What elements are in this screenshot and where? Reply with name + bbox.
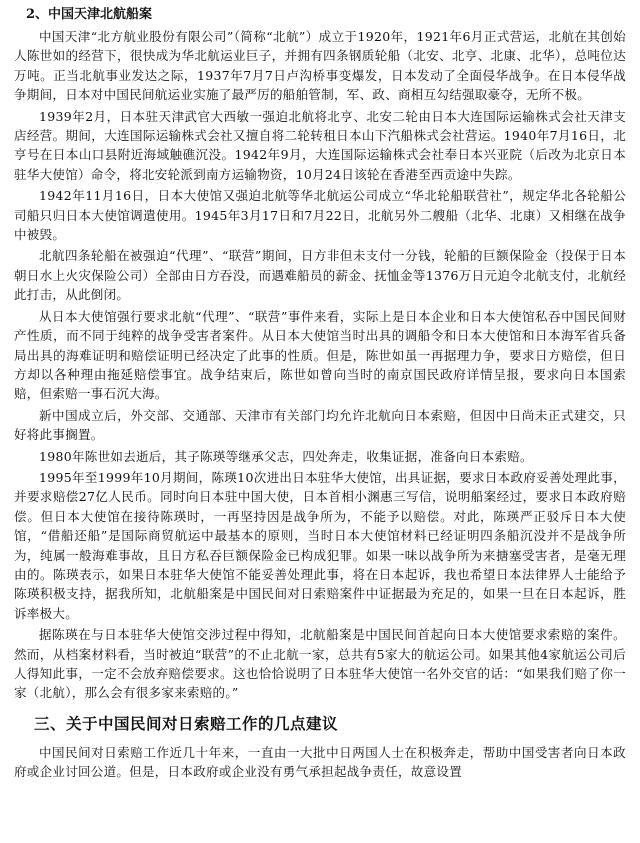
- section-heading-text: 三、关于中国民间对日索赔工作的几点建议: [34, 714, 339, 733]
- subsection-heading: 2、中国天津北航船案: [26, 7, 153, 22]
- section-heading: [34, 713, 626, 735]
- paragraph-1995-1999-claims: 1995年至1999年10月期间，陈瑛10次进出日本驻华大使馆，出具证据，要求日本政府妥善处理此事，并要求赔偿27亿人民币。同时向日本驻中国大使，日本首相小渊惠三写信，说明船案经过，要求日本政府赔偿。但日本大使馆在接待陈瑛时，一再坚持因是战争所为，不能予以赔偿。对此，陈瑛严正驳斥日本大使馆，“借船还船”是国际商贸航运中最基本的原则，当时日本大使馆材料已经证明四条船沉没并不是战争所为，纯属一般海难事故，且日方私吞巨额保险金已构成犯罪。如果一味以战争所为来搪塞受害者，是毫无理由的。陈瑛表示，如果日本驻华大使馆不能妥善处理此事，将在日本起诉，我也希望日本法律界人士能给予陈瑛积极支持，据我所知，北航船案是中国民间对日索赔案件中证据最为充足的，如果一旦在日本起诉，胜诉率极大。: [14, 469, 626, 621]
- paragraph-closing: 中国民间对日索赔工作近几十年来，一直由一大批中日两国人士在积极奔走，帮助中国受害者向日本政府或企业讨回公道。但是，日本政府或企业没有勇气承担起战争责任，故意设置: [14, 744, 626, 780]
- paragraph-prc-founding: 新中国成立后，外交部、交通部、天津市有关部门均允许北航向日本索赔，但因中日尚未正式建交，只好将此事搁置。: [14, 407, 626, 443]
- paragraph-1942-joint-operation: 1942年11月16日，日本大使馆又强迫北航等华北航运公司成立“华北轮船联营社”，规定华北各轮船公司船只归日本大使馆调遣使用。1945年3月17日和7月22日，北航另外二艘船（北华、北康）又相继在战争中被毁。: [14, 188, 626, 243]
- paragraph-founding: 中国天津“北方航业股份有限公司”（简称“北航”）成立于1920年，1921年6月正式营运，北航在其创始人陈世如的经营下，很快成为华北航运业巨子，并拥有四条钢质轮船（北安、北亨、北康、北华），总吨位达万吨。正当北航事业发达之际，1937年7月7日卢沟桥事变爆发，日本发动了全面侵华战争。在日本侵华战争期间，日本对中国民间航运业实施了最严厉的船舶管制，军、政、商相互勾结强取豪夺，无所不极。: [14, 29, 626, 103]
- paragraph-case-nature: 从日本大使馆强行要求北航“代理”、“联营”事件来看，实际上是日本企业和日本大使馆私吞中国民间财产性质，而不同于纯粹的战争受害者案件。从日本大使馆当时出具的调船令和日本大使馆和日本海军省兵备局出具的海难证明和赔偿证明已经决定了此事的性质。但是，陈世如虽一再据理力争，要求日方赔偿，但日方却以各种理由拖延赔偿事宜。战争结束后，陈世如曾向当时的南京国民政府详情呈报，要求向日本国索赔，但索赔一事石沉大海。: [14, 308, 626, 402]
- paragraph-1939-seizure: 1939年2月，日本驻天津武官大西敏一强迫北航将北亨、北安二轮由日本大连国际运输株式会社天津支店经营。期间，大连国际运输株式会社又擅自将二轮转租日本山下汽船株式会社营运。1940年7月16日，北亨号在日本山口县附近海域触礁沉没。1942年9月，大连国际运输株式会社奉日本兴亚院（后改为北京日本驻华大使馆）命令，将北安轮派到南方运输物资，10月24日该轮在香港至西贡途中失踪。: [14, 108, 626, 182]
- paragraph-losses: 北航四条轮船在被强迫“代理”、“联营”期间，日方非但未支付一分钱，轮船的巨额保险金（投保于日本朝日水上火灾保险公司）全部由日方吞没，而遇难船员的薪金、抚恤金等1376万日元迫令北航支付，北航经此打击，从此倒闭。: [14, 248, 626, 303]
- paragraph-1980: 1980年陈世如去逝后，其子陈瑛等继承父志，四处奔走，收集证据，准备向日本索赔。: [39, 448, 533, 464]
- paragraph-first-claim-case: 据陈瑛在与日本驻华大使馆交涉过程中得知，北航船案是中国民间首起向日本大使馆要求索赔的案件。然而，从档案材料看，当时被迫“联营”的不止北航一家，总共有5家大的航运公司。如果其他4家航运公司后人得知此事，一定不会放弃赔偿要求。这也恰恰说明了日本驻华大使馆一名外交官的话：“如果我们赔了你一家（北航），那么会有很多家来索赔的。”: [14, 627, 626, 701]
